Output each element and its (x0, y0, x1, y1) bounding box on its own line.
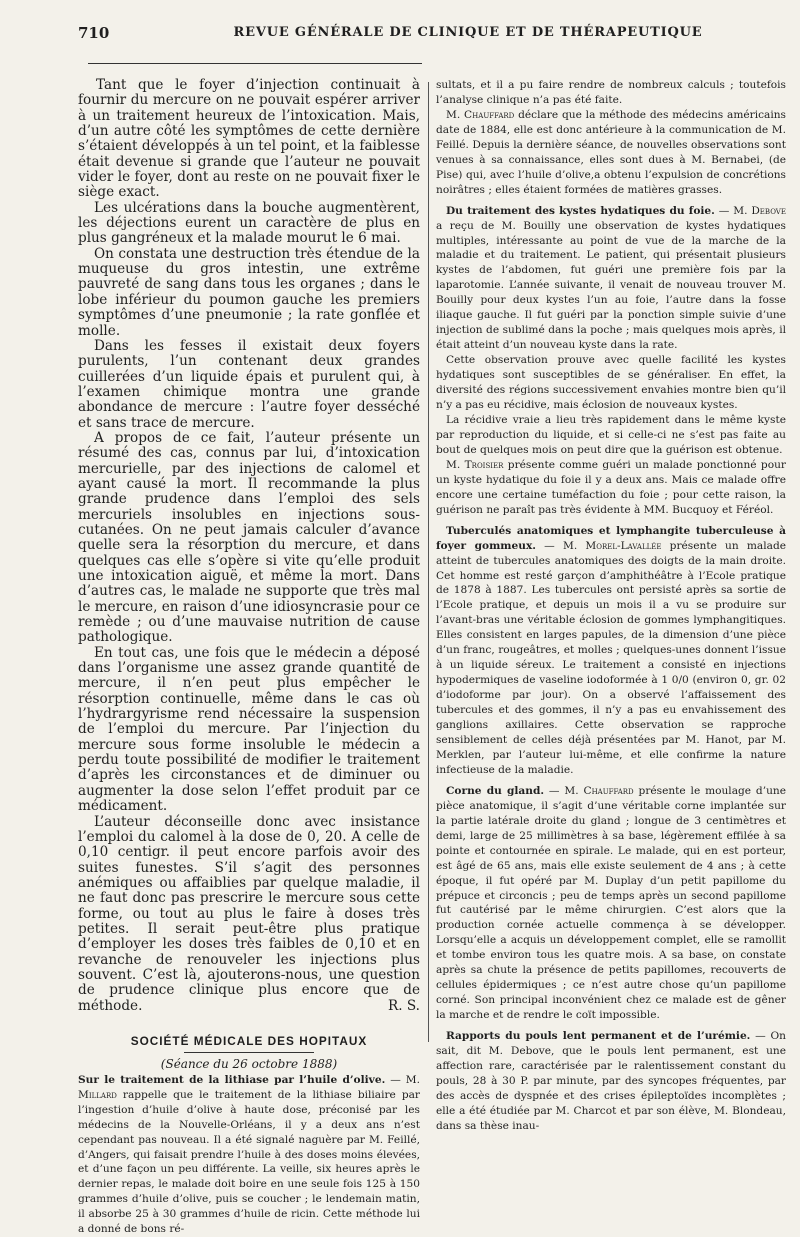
review-paragraph: Les ulcérations dans la bouche augmentèrent, les déjections eurent un caractère de plus en plus gangréneux et la malade mourut le 6 mai. (78, 199, 420, 247)
chauffard-paragraph (436, 108, 786, 198)
review-paragraph: Dans les fesses il existait deux foyers purulents, l’un contenant deux grandes cuillerées d’un liquide épais et purulent qui, à l’examen chimique montra une grande abondance de mercure : l’autre foyer desséché et sans trace de mercure. (78, 337, 420, 431)
review-paragraph-last (78, 815, 420, 1014)
speaker-millard: M. Millard (78, 1073, 420, 1101)
speaker-debove: M. Debove (733, 204, 786, 217)
kystes-paragraph-2: Cette observation prouve avec quelle facilité les kystes hydatiques sont susceptibles de se généraliser. En effet, la diversité des régions successivement envahies montre bien qu’il n’y a pas eu récidive, mais éclosion de nouveaux kystes. (436, 354, 786, 412)
page-header (78, 22, 768, 46)
heading-corne: Corne du gland. (446, 784, 545, 797)
text-pouls: On sait, dit M. Debove, que le pouls lent permanent, est une affection rare, caractérisée par le ralentissement constant du pouls, 28 à 30 P. par minute, par des syncopes fréquentes, par des accès de dyspnée et des crises épileptoïdes incomplètes ; elle a été étudiée par M. Charcot et par son élève, M. Blondeau, dans sa thèse inau- (436, 1030, 786, 1132)
review-signature: R. S. (387, 997, 420, 1014)
kystes-paragraph-3: La récidive vraie a lieu très rapidement dans le même kyste par reproduction du liquide, et si celle-ci ne s’est pas faite au bout de quelques mois on peut dire que la guérison est obtenue. (436, 413, 786, 456)
review-paragraph: Tant que le foyer d’injection continuait à fournir du mercure on ne pouvait espérer arriver à un traitement heureux de l’intoxication. Mais, d’un autre côté les symptômes de cette dernière s’étaient développés à un tel point, et la faiblesse était devenue si grande que l’auteur ne pouvait vider le foyer, dont au reste on ne pouvait fixer le siège exact. (78, 77, 420, 201)
column-divider (428, 82, 429, 1042)
left-column (78, 78, 420, 1237)
heading-tuberc: Tuberculés anatomiques et lymphangite tuberculeuse à foyer gommeux. (436, 524, 786, 552)
running-title: REVUE GÉNÉRALE DE CLINIQUE ET DE THÉRAPEUTIQUE (233, 25, 703, 40)
text-troisier: présente comme guéri un malade ponctionné pour un kyste hydatique du foie il y a deux ans. Mais ce malade offre encore une certaine tuméfaction du foie ; pour cette raison, la guérison ne paraît pas très évidente à MM. Bucquoy et Féréol. (436, 458, 786, 516)
review-paragraph: On constata une destruction très étendue de la muqueuse du gros intestin, une extrême pauvreté de sang dans tous les organes ; dans le lobe inférieur du poumon gauche les premiers symptômes d’une pneumonie ; la rate gonflée et molle. (78, 245, 420, 339)
tuberc-paragraph: Tuberculés anatomiques et lymphangite tuberculeuse à foyer gommeux. — M. Morel-Lavallée présente un malade atteint de tubercules anatomiques des doigts de la main droite. Cet homme est resté garçon d’amphithéâtre à l’Ecole pratique de 1878 à 1887. Les tubercules ont persisté après sa sortie de l’Ecole pratique, et depuis un mois il a vu se produire sur l’avant-bras une véritable éclosion de gommes lymphangitiques. Elles consistent en larges papules, de la dimension d’une pièce d’un franc, rougeâtres, et molles ; quelques-unes donnent l’issue à un liquide séreux. Le traitement a consisté en injections hypodermiques de vaseline iodoformée à 1 0/0 (environ 0, gr. 02 d’iodoforme par jour). On a observé l’affaissement des tubercules et des gommes, il n’y a pas eu envahissement des ganglions axillaires. Cette observation se rapproche sensiblement de celles déjà présentées par M. Hanot, par M. Merklen, par l’auteur lui-même, et elle confirme la nature infectieuse de la maladie. (436, 524, 786, 776)
heading-kystes: Du traitement des kystes hydatiques du foie. (446, 204, 715, 217)
society-first-paragraph: Sur le traitement de la lithiase par l’huile d’olive. — M. Millard rappelle que le traitement de la lithiase biliaire par l’ingestion d’huile d’olive à haute dose, préconisé par les médecins de la Nouvelle-Orléans, il y a deux ans n’est cependant pas nouveau. Il a été signalé naguère par M. Feillé, d’Angers, qui faisait prendre l’huile à des doses moins élevées, et d’une façon un peu différente. La veille, six heures après le dernier repas, le malade doit boire en une seule fois 125 à 150 grammes d’huile d’olive, puis se coucher ; le lendemain matin, il absorbe 25 à 30 grammes d’huile de ricin. Cette méthode lui a donné de bons ré- (78, 1073, 420, 1236)
text-chauffard: déclare que la méthode des médecins américains date de 1884, elle est donc antérieure à la communication de M. Feillé. Depuis la dernière séance, de nouvelles observations sont venues à sa connaissance, elles sont dues à M. Bernabei, (de Pise) qui, avec l’huile d’olive,a obtenu l’expulsion de concrétions noirâtres ; elles étaient formées de matières grasses. (436, 108, 786, 196)
speaker-chauffard-2: M. Chauffard (564, 784, 634, 797)
text-tuberc: présente un malade atteint de tubercules anatomiques des doigts de la main droite. Cet homme est resté garçon d’amphithéâtre à l’Ecole pratique de 1878 à 1887. Les tubercules ont persisté après sa sortie de l’Ecole pratique, et depuis un mois il a vu se produire sur l’avant-bras une véritable éclosion de gommes lymphangitiques. Elles consistent en larges papules, de la dimension d’une pièce d’un franc, rougeâtres, et molles ; quelques-unes donnent l’issue à un liquide séreux. Le traitement a consisté en injections hypodermiques de vaseline iodoformée à 1 0/0 (environ 0, gr. 02 d’iodoforme par jour). On a observé l’affaissement des tubercules et des gommes, il n’y a pas eu envahissement des ganglions axillaires. Cette observation se rapproche sensiblement de celles déjà présentées par M. Hanot, par M. Merklen, par l’auteur lui-même, et elle confirme la nature infectieuse de la maladie. (436, 539, 786, 776)
session-date: (Séance du 26 octobre 1888) (160, 1056, 338, 1071)
header-rule (88, 63, 422, 64)
text-millard: rappelle que le traitement de la lithiase biliaire par l’ingestion d’huile d’olive à haute dose, préconisé par les médecins de la Nouvelle-Orléans, il y a deux ans n’est cependant pas nouveau. Il a été signalé naguère par M. Feillé, d’Angers, qui faisait prendre l’huile à des doses moins élevées, et d’une façon un peu différente. La veille, six heures après le dernier repas, le malade doit boire en une seule fois 125 à 150 grammes d’huile d’olive, puis se coucher ; le lendemain matin, il absorbe 25 à 30 grammes d’huile de ricin. Cette méthode lui a donné de bons ré- (78, 1088, 420, 1236)
section-title: SOCIÉTÉ MÉDICALE DES HOPITAUX (130, 1033, 368, 1048)
review-paragraph: En tout cas, une fois que le médecin a déposé dans l’organisme une assez grande quantité de mercure, il n’en peut plus empêcher le résorption continuelle, même dans le cas où l’hydrargyrisme rend nécessaire la suspension de l’emploi du mercure. Par l’injection du mercure sous forme insoluble le médecin a perdu toute possibilité de modifier le traitement d’après les circonstances et de diminuer ou augmenter la dose selon l’effet produit par ce médicament. (78, 644, 420, 815)
speaker-troisier: M. Troisier (446, 458, 504, 471)
continuation-text: sultats, et il a pu faire rendre de nombreux calculs ; toutefois l’analyse clinique n’a pas été faite. (436, 79, 786, 106)
society-section (78, 1073, 420, 1237)
text-corne: présente le moulage d’une pièce anatomique, il s’agit d’une véritable corne implantée sur la partie latérale droite du gland ; longue de 3 centimètres et demi, large de 25 millimètres à sa base, légèrement effilée à sa pointe et contournée en spirale. Le malade, qui en est porteur, est âgé de 65 ans, mais elle existe seulement de 4 ans ; à cette époque, il fut opéré par M. Duplay d’un petit papillome du prépuce et circoncis ; peu de temps après un second papillome fut cautérisé par le même chirurgien. C’est alors que la production cornée actuelle commença à se développer. Lorsqu’elle a acquis un développement complet, elle se ramollit et tombe environ tous les quatre mois. A sa base, on constate après sa chute la présence de petits papillomes, recouverts de cellules épidermiques ; ce n’est autre chose qu’un papillome corné. Son principal inconvénient chez ce malade est de gêner la marche et de rendre le coït impossible. (436, 784, 786, 1022)
pouls-paragraph: Rapports du pouls lent permanent et de l’urémie. — On sait, dit M. Debove, que le pouls lent permanent, est une affection rare, caractérisée par le ralentissement constant du pouls, 28 à 30 P. par minute, par des syncopes fréquentes, par des accès de dyspnée et des crises épileptoïdes incomplètes ; elle a été étudiée par M. Charcot et par son élève, M. Blondeau, dans sa thèse inau- (436, 1030, 786, 1132)
right-column (436, 78, 786, 1134)
page-number: 710 (78, 24, 110, 42)
heading-pouls: Rapports du pouls lent permanent et de l’urémie. (446, 1030, 751, 1043)
text-kystes: a reçu de M. Bouilly une observation de kystes hydatiques multiples, intéressante au point de vue de la marche de la maladie et du traitement. Le patient, qui présentait plusieurs kystes de l’abdomen, fut guéri une première fois par la laparotomie. L’année suivante, il venait de nouveau trouver M. Bouilly pour deux kystes l’un au foie, l’autre dans la fosse iliaque gauche. Il fut guéri par la ponction simple suivie d’une injection de sublimé dans la poche ; mais quelques mois après, il était atteint d’un nouveau kyste dans la rate. (436, 219, 786, 352)
review-text: L’auteur déconseille donc avec insistance l’emploi du calomel à la dose de 0, 20. A celle de 0,10 centigr. il peut encore parfois avoir des suites funestes. S’il s’agit des personnes anémiques ou affaiblies par quelque maladie, il ne faut donc pas prescrire le mercure sous cette forme, ou tout au plus le faire à doses très petites. Il serait peut-être plus pratique d’employer les doses très faibles de 0,10 et en revanche de renouveler les injections plus souvent. C’est là, ajouterons-nous, une question de prudence clinique plus encore que de méthode. (78, 813, 420, 1014)
speaker-chauffard: M. Chauffard (446, 108, 515, 121)
heading-lithiase: Sur le traitement de la lithiase par l’huile d’olive. (78, 1073, 386, 1086)
corne-paragraph: Corne du gland. — M. Chauffard présente le moulage d’une pièce anatomique, il s’agit d’une véritable corne implantée sur la partie latérale droite du gland ; longue de 3 centimètres et demi, large de 25 millimètres à sa base, légèrement effilée à sa pointe et contournée en spirale. Le malade, qui en est porteur, est âgé de 65 ans, mais elle existe seulement de 4 ans ; à cette époque, il fut opéré par M. Duplay d’un petit papillome du prépuce et circoncis ; peu de temps après un second papillome fut cautérisé par le même chirurgien. C’est alors que la production cornée actuelle commença à se développer. Lorsqu’elle a acquis un développement complet, elle se ramollit et tombe environ tous les quatre mois. A sa base, on constate après sa chute la présence de petits papillomes, recouverts de cellules épidermiques ; ce n’est autre chose qu’un papillome corné. Son principal inconvénient chez ce malade est de gêner la marche et de rendre le coït impossible. (436, 784, 786, 1022)
speaker-morel-lavallee: M. Morel-Lavallée (562, 539, 662, 552)
section-title-rule (184, 1052, 314, 1053)
kystes-paragraph: Du traitement des kystes hydatiques du foie. — M. Debove a reçu de M. Bouilly une observation de kystes hydatiques multiples, intéressante au point de vue de la marche de la maladie et du traitement. Le patient, qui présentait plusieurs kystes de l’abdomen, fut guéri une première fois par la laparotomie. L’année suivante, il venait de nouveau trouver M. Bouilly pour deux kystes l’un au foie, l’autre dans la fosse iliaque gauche. Il fut guéri par la ponction simple suivie d’une injection de sublimé dans la poche ; mais quelques mois après, il était atteint d’un nouveau kyste dans la rate. (436, 204, 786, 352)
review-paragraph: A propos de ce fait, l’auteur présente un résumé des cas, connus par lui, d’intoxication mercurielle, par des injections de calomel et ayant causé la mort. Il recommande la plus grande prudence dans l’emploi des sels mercuriels insolubles en injections sous-cutanées. On ne peut jamais calculer d’avance quelle sera la résorption du mercure, et dans quelques cas elle s’opère si vite qu’elle produit une intoxication aiguë, et même la mort. Dans d’autres cas, le malade ne supporte que très mal le mercure, en raison d’une idiosyncrasie pour ce remède ; ou d’une mauvaise nutrition de cause pathologique. (78, 429, 420, 646)
troisier-paragraph (436, 458, 786, 518)
